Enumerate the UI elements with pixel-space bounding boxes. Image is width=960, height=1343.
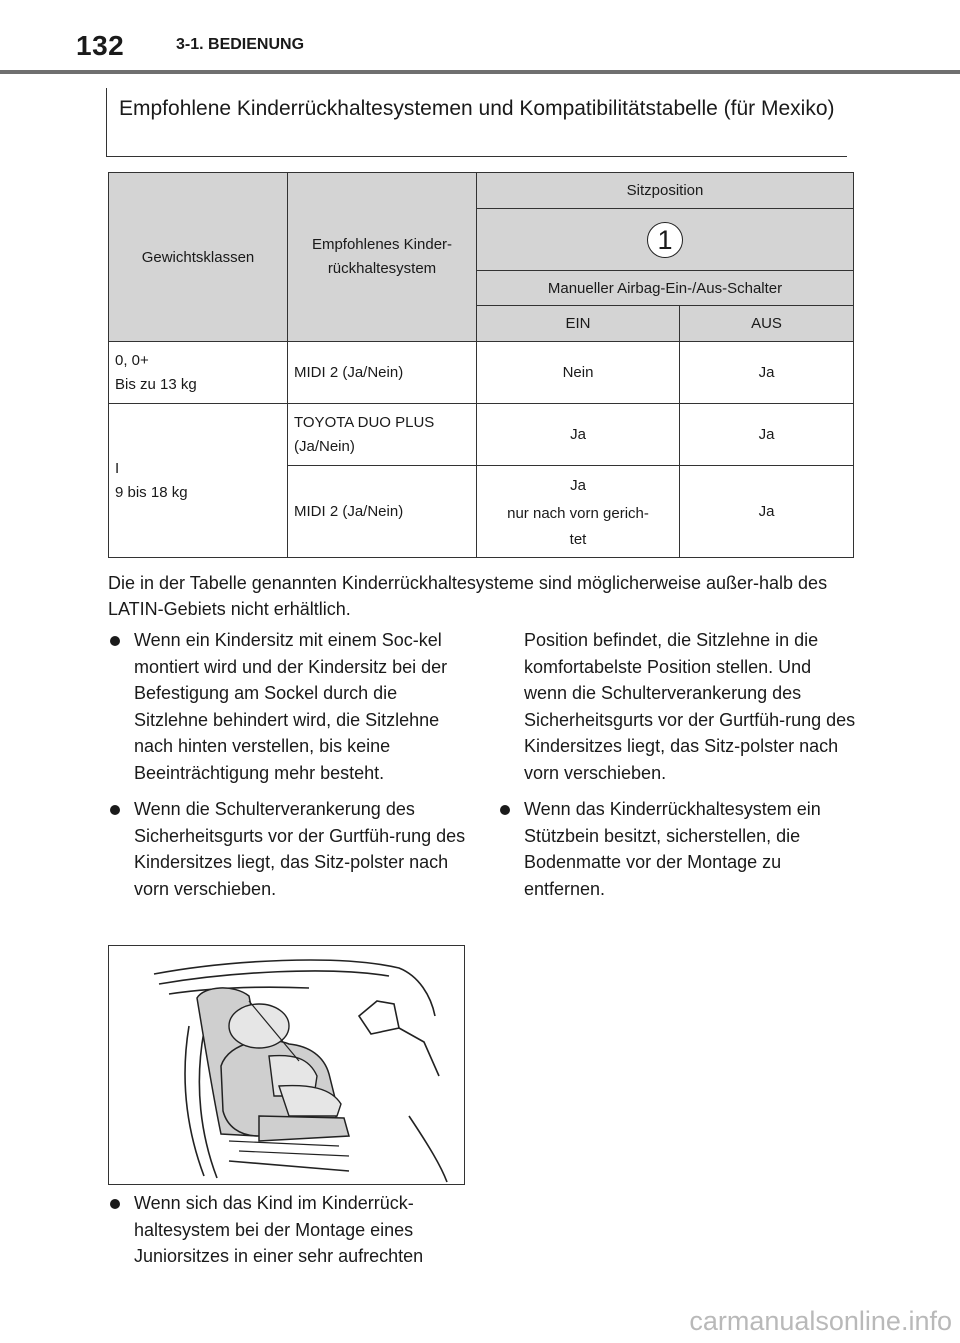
row2a-system [288,404,477,466]
row2-class: I [115,459,120,477]
header-airbag-switch: Manueller Airbag-Ein-/Aus-Schalter [477,271,854,306]
header-system-line: Empfohlenes Kinder- [311,236,453,253]
row2b-on-line: Ja [570,476,586,494]
section-title-box [106,88,847,157]
bullet-dot-icon [110,636,120,646]
row2b-on-line: tet [569,530,587,548]
header-rule [0,70,960,74]
row2b-off: Ja [680,466,854,558]
bullet-text: Wenn das Kinderrückhaltesystem ein Stützbein besitzt, sicherstellen, die Bodenmatte vor der Montage zu entfernen. [524,799,821,899]
seat-position-1-icon: 1 [647,222,683,258]
row2a-system-line: TOYOTA DUO PLUS [294,413,435,431]
row1-class: 0, 0+ [115,351,149,369]
car-interior-drawing [109,946,464,1184]
right-column [498,627,858,912]
bullet-text: Wenn sich das Kind im Kinderrück-haltesystem bei der Montage eines Juniorsitzes in einer sehr aufrechten [134,1193,424,1266]
bottom-left-column [108,1190,468,1280]
row1-on: Nein [477,342,680,404]
row1-weight: Bis zu 13 kg [115,375,197,393]
row1-weight-class [109,342,288,404]
page-number: 132 [76,30,125,61]
section-title: Empfohlene Kinderrückhaltesystemen und Kompatibilitätstabelle (für Mexiko) [119,97,835,120]
watermark: carmanualsonline.info [689,1306,952,1336]
header-system-line: rückhaltesystem [327,260,437,277]
row2b-on [477,466,680,558]
header-weight-class: Gewichtsklassen [109,173,288,342]
row2a-system-line: (Ja/Nein) [294,437,355,455]
bullet-item [108,1190,468,1270]
row2-weight-class [109,404,288,558]
bullet-item [108,796,468,902]
header-seat-position: Sitzposition [477,173,854,209]
header-on: EIN [477,306,680,342]
bullet-dot-icon [500,805,510,815]
bullet-item [498,796,858,902]
compatibility-table [108,172,854,558]
section-heading: 3-1. BEDIENUNG [176,36,305,53]
row2b-on-line: nur nach vorn gerich- [507,504,649,522]
row2-weight: 9 bis 18 kg [115,483,188,501]
bullet-text: Wenn die Schulterverankerung des Sicherheitsgurts vor der Gurtfüh-rung des Kindersitzes liegt, das Sitz-polster nach vorn verschieben. [134,799,466,899]
bullet-item [108,627,468,786]
header-recommended-system [288,173,477,342]
row2a-on: Ja [477,404,680,466]
row2b-system: MIDI 2 (Ja/Nein) [288,466,477,558]
bullet-text: Wenn ein Kindersitz mit einem Soc-kel montiert wird und der Kindersitz bei der Befestigung am Sockel durch die Sitzlehne behindert wird, die Sitzlehne nach hinten verstellen, bis keine Beeinträchtigung mehr besteht. [134,630,448,783]
bullet-dot-icon [110,805,120,815]
availability-note: Die in der Tabelle genannten Kinderrückhaltesysteme sind möglicherweise außer-halb des LATIN-Gebiets nicht erhältlich. [108,573,828,619]
row2a-off: Ja [680,404,854,466]
left-column [108,627,468,912]
header-position-number [477,209,854,271]
child-seat-illustration [108,945,465,1185]
row1-system: MIDI 2 (Ja/Nein) [288,342,477,404]
row1-off: Ja [680,342,854,404]
header-off: AUS [680,306,854,342]
bullet-dot-icon [110,1199,120,1209]
continued-text: Position befindet, die Sitzlehne in die komfortabelste Position stellen. Und wenn die Schulterverankerung des Sicherheitsgurts vor der Gurtfüh-rung des Kindersitzes liegt, das Sitz-polster nach vorn verschieben. [524,630,856,783]
